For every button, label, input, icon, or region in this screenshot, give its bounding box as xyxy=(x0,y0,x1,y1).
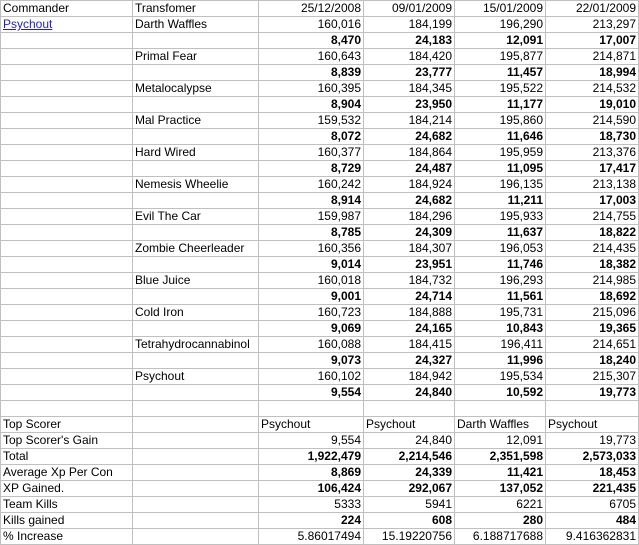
xp-gain-cell[interactable]: 8,729 xyxy=(259,161,364,177)
empty-cell[interactable] xyxy=(133,513,259,529)
empty-cell[interactable] xyxy=(133,161,259,177)
xp-total-cell[interactable]: 160,723 xyxy=(259,305,364,321)
summary-value[interactable]: 221,435 xyxy=(546,481,639,497)
xp-gain-cell[interactable]: 8,904 xyxy=(259,97,364,113)
xp-gain-cell[interactable]: 24,682 xyxy=(364,193,455,209)
xp-total-cell[interactable]: 214,985 xyxy=(546,273,639,289)
transformer-total-row xyxy=(1,177,639,193)
summary-value[interactable]: 224 xyxy=(259,513,364,529)
xp-gain-cell[interactable]: 24,327 xyxy=(364,353,455,369)
summary-value[interactable]: 9,554 xyxy=(259,433,364,449)
xp-total-cell[interactable]: 214,651 xyxy=(546,337,639,353)
xp-total-cell[interactable]: 159,987 xyxy=(259,209,364,225)
summary-value[interactable]: 608 xyxy=(364,513,455,529)
xp-gain-cell[interactable]: 11,746 xyxy=(455,257,546,273)
xp-total-cell[interactable]: 196,293 xyxy=(455,273,546,289)
empty-cell[interactable] xyxy=(1,33,133,49)
empty-cell[interactable] xyxy=(1,97,133,113)
empty-cell[interactable] xyxy=(1,321,133,337)
xp-total-cell[interactable]: 213,297 xyxy=(546,17,639,33)
summary-value[interactable]: 292,067 xyxy=(364,481,455,497)
empty-cell[interactable] xyxy=(133,65,259,81)
header-date[interactable]: 15/01/2009 xyxy=(455,1,546,17)
summary-label[interactable]: Top Scorer xyxy=(1,417,133,433)
sheet-body xyxy=(1,1,639,545)
summary-value[interactable]: Psychout xyxy=(364,417,455,433)
transformer-gain-row xyxy=(1,321,639,337)
summary-value[interactable]: 18,453 xyxy=(546,465,639,481)
xp-total-cell[interactable]: 160,016 xyxy=(259,17,364,33)
xp-gain-cell[interactable]: 11,177 xyxy=(455,97,546,113)
summary-label[interactable]: Total xyxy=(1,449,133,465)
xp-total-cell[interactable]: 160,242 xyxy=(259,177,364,193)
summary-value[interactable]: 6221 xyxy=(455,497,546,513)
empty-cell[interactable] xyxy=(1,369,133,385)
empty-cell[interactable] xyxy=(133,97,259,113)
xp-gain-cell[interactable]: 11,457 xyxy=(455,65,546,81)
transformer-name[interactable]: Cold Iron xyxy=(133,305,259,321)
summary-value[interactable]: 24,339 xyxy=(364,465,455,481)
transformer-name[interactable]: Tetrahydrocannabinol xyxy=(133,337,259,353)
xp-gain-cell[interactable]: 12,091 xyxy=(455,33,546,49)
xp-gain-cell[interactable]: 17,003 xyxy=(546,193,639,209)
transformer-total-row xyxy=(1,113,639,129)
empty-cell[interactable] xyxy=(455,401,546,417)
empty-cell[interactable] xyxy=(1,161,133,177)
transformer-name[interactable]: Darth Waffles xyxy=(133,17,259,33)
header-date[interactable]: 25/12/2008 xyxy=(259,1,364,17)
xp-gain-cell[interactable]: 9,001 xyxy=(259,289,364,305)
xp-gain-cell[interactable]: 18,692 xyxy=(546,289,639,305)
xp-gain-cell[interactable]: 10,592 xyxy=(455,385,546,401)
summary-value[interactable]: 137,052 xyxy=(455,481,546,497)
transformer-total-row xyxy=(1,337,639,353)
empty-cell[interactable] xyxy=(364,401,455,417)
transformer-gain-row xyxy=(1,65,639,81)
xp-total-cell[interactable]: 160,088 xyxy=(259,337,364,353)
empty-cell[interactable] xyxy=(1,337,133,353)
transformer-gain-row xyxy=(1,129,639,145)
transformer-name[interactable]: Metalocalypse xyxy=(133,81,259,97)
xp-gain-cell[interactable]: 24,183 xyxy=(364,33,455,49)
xp-gain-cell[interactable]: 8,914 xyxy=(259,193,364,209)
xp-total-cell[interactable]: 184,214 xyxy=(364,113,455,129)
transformer-name[interactable]: Hard Wired xyxy=(133,145,259,161)
summary-value[interactable]: 5.86017494 xyxy=(259,529,364,545)
xp-gain-cell[interactable]: 24,309 xyxy=(364,225,455,241)
empty-cell[interactable] xyxy=(133,289,259,305)
transformer-total-row xyxy=(1,81,639,97)
transformer-gain-row xyxy=(1,225,639,241)
xp-total-cell[interactable]: 184,345 xyxy=(364,81,455,97)
commander-link[interactable] xyxy=(1,17,133,33)
summary-value[interactable]: 11,421 xyxy=(455,465,546,481)
xp-total-cell[interactable]: 195,860 xyxy=(455,113,546,129)
xp-total-cell[interactable]: 195,877 xyxy=(455,49,546,65)
transformer-name[interactable]: Mal Practice xyxy=(133,113,259,129)
summary-value[interactable]: 106,424 xyxy=(259,481,364,497)
header-row xyxy=(1,1,639,17)
transformer-gain-row xyxy=(1,33,639,49)
summary-value[interactable]: 5941 xyxy=(364,497,455,513)
transformer-name[interactable]: Psychout xyxy=(133,369,259,385)
xp-gain-cell[interactable]: 9,069 xyxy=(259,321,364,337)
empty-cell[interactable] xyxy=(1,353,133,369)
xp-gain-cell[interactable]: 11,637 xyxy=(455,225,546,241)
xp-gain-cell[interactable]: 11,211 xyxy=(455,193,546,209)
summary-row xyxy=(1,513,639,529)
header-date[interactable]: 09/01/2009 xyxy=(364,1,455,17)
empty-cell[interactable] xyxy=(1,289,133,305)
xp-total-cell[interactable]: 215,096 xyxy=(546,305,639,321)
summary-row xyxy=(1,417,639,433)
empty-cell[interactable] xyxy=(1,401,133,417)
transformer-gain-row xyxy=(1,97,639,113)
summary-value[interactable]: 8,869 xyxy=(259,465,364,481)
empty-cell[interactable] xyxy=(1,129,133,145)
xp-gain-cell[interactable]: 8,470 xyxy=(259,33,364,49)
summary-value[interactable]: 6.188717688 xyxy=(455,529,546,545)
header-date[interactable]: 22/01/2009 xyxy=(546,1,639,17)
empty-cell[interactable] xyxy=(133,465,259,481)
transformer-name[interactable]: Zombie Cheerleader xyxy=(133,241,259,257)
xp-total-cell[interactable]: 196,135 xyxy=(455,177,546,193)
transformer-gain-row xyxy=(1,385,639,401)
empty-cell[interactable] xyxy=(133,225,259,241)
xp-total-cell[interactable]: 195,959 xyxy=(455,145,546,161)
xp-gain-cell[interactable]: 23,777 xyxy=(364,65,455,81)
summary-label[interactable]: Top Scorer's Gain xyxy=(1,433,133,449)
empty-cell[interactable] xyxy=(1,305,133,321)
header-transformer[interactable]: Transfomer xyxy=(133,1,259,17)
transformer-name[interactable]: Evil The Car xyxy=(133,209,259,225)
empty-cell[interactable] xyxy=(1,65,133,81)
empty-cell[interactable] xyxy=(133,481,259,497)
transformer-total-row xyxy=(1,241,639,257)
empty-cell[interactable] xyxy=(133,193,259,209)
empty-cell[interactable] xyxy=(133,129,259,145)
xp-gain-cell[interactable]: 11,996 xyxy=(455,353,546,369)
xp-total-cell[interactable]: 160,018 xyxy=(259,273,364,289)
summary-value[interactable]: 1,922,479 xyxy=(259,449,364,465)
summary-value[interactable]: 15.19220756 xyxy=(364,529,455,545)
xp-gain-cell[interactable]: 9,554 xyxy=(259,385,364,401)
xp-gain-cell[interactable]: 11,561 xyxy=(455,289,546,305)
transformer-total-row xyxy=(1,209,639,225)
summary-value[interactable]: 12,091 xyxy=(455,433,546,449)
summary-row xyxy=(1,449,639,465)
transformer-total-row xyxy=(1,17,639,33)
xp-total-cell[interactable]: 195,534 xyxy=(455,369,546,385)
xp-gain-cell[interactable]: 23,950 xyxy=(364,97,455,113)
transformer-gain-row xyxy=(1,257,639,273)
empty-cell[interactable] xyxy=(133,385,259,401)
xp-gain-cell[interactable]: 17,007 xyxy=(546,33,639,49)
transformer-total-row xyxy=(1,145,639,161)
summary-value[interactable]: 24,840 xyxy=(364,433,455,449)
xp-gain-cell[interactable]: 10,843 xyxy=(455,321,546,337)
transformer-gain-row xyxy=(1,161,639,177)
xp-total-cell[interactable]: 184,732 xyxy=(364,273,455,289)
transformer-name[interactable]: Primal Fear xyxy=(133,49,259,65)
xp-total-cell[interactable]: 184,888 xyxy=(364,305,455,321)
summary-value[interactable]: Psychout xyxy=(259,417,364,433)
xp-total-cell[interactable]: 184,307 xyxy=(364,241,455,257)
xp-gain-cell[interactable]: 18,240 xyxy=(546,353,639,369)
empty-cell[interactable] xyxy=(1,81,133,97)
summary-value[interactable]: 5333 xyxy=(259,497,364,513)
xp-gain-cell[interactable]: 9,073 xyxy=(259,353,364,369)
summary-row xyxy=(1,497,639,513)
transformer-name[interactable]: Blue Juice xyxy=(133,273,259,289)
empty-cell[interactable] xyxy=(1,241,133,257)
xp-total-cell[interactable]: 184,420 xyxy=(364,49,455,65)
transformer-gain-row xyxy=(1,353,639,369)
xp-total-cell[interactable]: 195,522 xyxy=(455,81,546,97)
empty-cell[interactable] xyxy=(133,417,259,433)
empty-cell[interactable] xyxy=(1,193,133,209)
xp-total-cell[interactable]: 214,755 xyxy=(546,209,639,225)
transformer-total-row xyxy=(1,273,639,289)
summary-label[interactable]: Kills gained xyxy=(1,513,133,529)
xp-total-cell[interactable]: 214,590 xyxy=(546,113,639,129)
empty-cell[interactable] xyxy=(133,529,259,545)
xp-gain-cell[interactable]: 24,487 xyxy=(364,161,455,177)
empty-cell[interactable] xyxy=(133,33,259,49)
summary-row xyxy=(1,433,639,449)
xp-total-cell[interactable]: 160,643 xyxy=(259,49,364,65)
xp-total-cell[interactable]: 160,377 xyxy=(259,145,364,161)
xp-total-cell[interactable]: 184,296 xyxy=(364,209,455,225)
xp-total-cell[interactable]: 160,102 xyxy=(259,369,364,385)
empty-cell[interactable] xyxy=(133,401,259,417)
empty-cell[interactable] xyxy=(133,257,259,273)
summary-label[interactable]: Team Kills xyxy=(1,497,133,513)
summary-value[interactable]: 484 xyxy=(546,513,639,529)
summary-value[interactable]: Darth Waffles xyxy=(455,417,546,433)
xp-total-cell[interactable]: 213,138 xyxy=(546,177,639,193)
summary-value[interactable]: Psychout xyxy=(546,417,639,433)
xp-total-cell[interactable]: 196,411 xyxy=(455,337,546,353)
blank-row xyxy=(1,401,639,417)
empty-cell[interactable] xyxy=(1,113,133,129)
header-commander[interactable]: Commander xyxy=(1,1,133,17)
summary-row xyxy=(1,481,639,497)
xp-total-cell[interactable]: 214,435 xyxy=(546,241,639,257)
xp-total-cell[interactable]: 184,924 xyxy=(364,177,455,193)
xp-total-cell[interactable]: 195,731 xyxy=(455,305,546,321)
summary-value[interactable]: 280 xyxy=(455,513,546,529)
summary-value[interactable]: 2,351,598 xyxy=(455,449,546,465)
xp-gain-cell[interactable]: 18,382 xyxy=(546,257,639,273)
summary-row xyxy=(1,465,639,481)
xp-total-cell[interactable]: 184,864 xyxy=(364,145,455,161)
xp-total-cell[interactable]: 214,532 xyxy=(546,81,639,97)
transformer-gain-row xyxy=(1,289,639,305)
xp-gain-cell[interactable]: 19,773 xyxy=(546,385,639,401)
xp-total-cell[interactable]: 184,415 xyxy=(364,337,455,353)
empty-cell[interactable] xyxy=(1,257,133,273)
summary-value[interactable]: 2,573,033 xyxy=(546,449,639,465)
xp-gain-cell[interactable]: 19,365 xyxy=(546,321,639,337)
xp-total-cell[interactable]: 160,356 xyxy=(259,241,364,257)
xp-gain-cell[interactable]: 8,072 xyxy=(259,129,364,145)
summary-value[interactable]: 2,214,546 xyxy=(364,449,455,465)
empty-cell[interactable] xyxy=(1,145,133,161)
empty-cell[interactable] xyxy=(1,49,133,65)
summary-label[interactable]: % Increase xyxy=(1,529,133,545)
summary-value[interactable]: 19,773 xyxy=(546,433,639,449)
xp-gain-cell[interactable]: 18,994 xyxy=(546,65,639,81)
empty-cell[interactable] xyxy=(1,209,133,225)
empty-cell[interactable] xyxy=(1,225,133,241)
xp-total-cell[interactable]: 160,395 xyxy=(259,81,364,97)
xp-gain-cell[interactable]: 24,840 xyxy=(364,385,455,401)
summary-value[interactable]: 6705 xyxy=(546,497,639,513)
xp-gain-cell[interactable]: 11,646 xyxy=(455,129,546,145)
xp-total-cell[interactable]: 195,933 xyxy=(455,209,546,225)
xp-total-cell[interactable]: 214,871 xyxy=(546,49,639,65)
summary-row xyxy=(1,529,639,545)
empty-cell[interactable] xyxy=(1,273,133,289)
xp-gain-cell[interactable]: 8,785 xyxy=(259,225,364,241)
xp-gain-cell[interactable]: 19,010 xyxy=(546,97,639,113)
summary-label[interactable]: XP Gained. xyxy=(1,481,133,497)
empty-cell[interactable] xyxy=(1,385,133,401)
transformer-total-row xyxy=(1,369,639,385)
xp-gain-cell[interactable]: 23,951 xyxy=(364,257,455,273)
xp-gain-cell[interactable]: 24,165 xyxy=(364,321,455,337)
transformer-total-row xyxy=(1,305,639,321)
xp-gain-cell[interactable]: 9,014 xyxy=(259,257,364,273)
xp-total-cell[interactable]: 184,199 xyxy=(364,17,455,33)
transformer-gain-row xyxy=(1,193,639,209)
xp-gain-cell[interactable]: 24,714 xyxy=(364,289,455,305)
commander-name-link[interactable]: Psychout xyxy=(3,17,53,31)
xp-gain-cell[interactable]: 24,682 xyxy=(364,129,455,145)
xp-total-cell[interactable]: 213,376 xyxy=(546,145,639,161)
transformer-name[interactable]: Nemesis Wheelie xyxy=(133,177,259,193)
xp-gain-cell[interactable]: 11,095 xyxy=(455,161,546,177)
xp-total-cell[interactable]: 215,307 xyxy=(546,369,639,385)
xp-total-cell[interactable]: 196,290 xyxy=(455,17,546,33)
xp-gain-cell[interactable]: 18,730 xyxy=(546,129,639,145)
empty-cell[interactable] xyxy=(259,401,364,417)
summary-label[interactable]: Average Xp Per Con xyxy=(1,465,133,481)
summary-value[interactable]: 9.416362831 xyxy=(546,529,639,545)
empty-cell[interactable] xyxy=(133,433,259,449)
empty-cell[interactable] xyxy=(133,321,259,337)
xp-total-cell[interactable]: 196,053 xyxy=(455,241,546,257)
xp-total-cell[interactable]: 184,942 xyxy=(364,369,455,385)
xp-total-cell[interactable]: 159,532 xyxy=(259,113,364,129)
xp-gain-cell[interactable]: 18,822 xyxy=(546,225,639,241)
empty-cell[interactable] xyxy=(133,449,259,465)
xp-gain-cell[interactable]: 8,839 xyxy=(259,65,364,81)
empty-cell[interactable] xyxy=(133,353,259,369)
empty-cell[interactable] xyxy=(546,401,639,417)
empty-cell[interactable] xyxy=(133,497,259,513)
empty-cell[interactable] xyxy=(1,177,133,193)
transformer-total-row xyxy=(1,49,639,65)
xp-gain-cell[interactable]: 17,417 xyxy=(546,161,639,177)
